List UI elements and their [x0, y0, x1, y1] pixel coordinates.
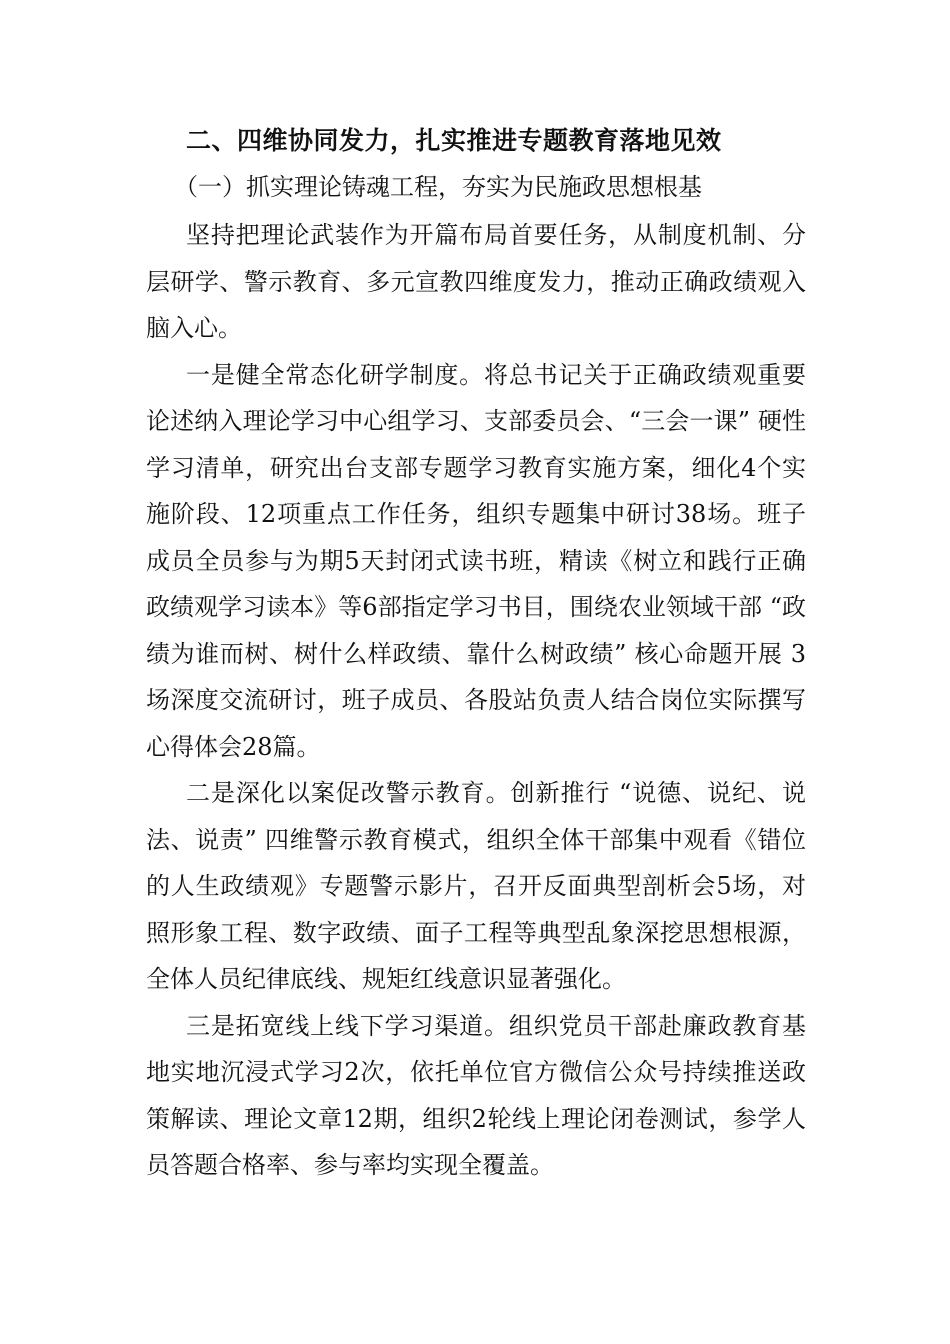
- study-system-paragraph: 一是健全常态化研学制度。将总书记关于正确政绩观重要论述纳入理论学习中心组学习、支部委员会、“三会一课” 硬性学习清单，研究出台支部专题学习教育实施方案，细化4个实施阶段、12项重点工作任务，组织专题集中研讨38场。班子成员全员参与为期5天封闭式读书班，精读《树立和践行正确政绩观学习读本》等6部指定学习书目，围绕农业领域干部 “政绩为谁而树、树什么样政绩、靠什么树政绩” 核心命题开展 3场深度交流研讨，班子成员、各股站负责人结合岗位实际撰写心得体会28篇。: [146, 360, 806, 761]
- subsection-heading: （一）抓实理论铸魂工程，夯实为民施政思想根基: [174, 173, 702, 201]
- learning-channels-paragraph: 三是拓宽线上线下学习渠道。组织党员干部赴廉政教育基地实地沉浸式学习2次，依托单位官方微信公众号持续推送政策解读、理论文章12期，组织2轮线上理论闭卷测试，参学人员答题合格率、参与率均实现全覆盖。: [146, 1011, 806, 1179]
- section-heading: 二、四维协同发力，扎实推进专题教育落地见效: [186, 126, 722, 155]
- document-body: [146, 118, 806, 1189]
- warning-education-paragraph: 二是深化以案促改警示教育。创新推行 “说德、说纪、说法、说责” 四维警示教育模式，组织全体干部集中观看《错位的人生政绩观》专题警示影片，召开反面典型剖析会5场，对照形象工程、数字政绩、面子工程等典型乱象深挖思想根源，全体人员纪律底线、规矩红线意识显著强化。: [146, 779, 806, 993]
- intro-paragraph: 坚持把理论武装作为开篇布局首要任务，从制度机制、分层研学、警示教育、多元宣教四维度发力，推动正确政绩观入脑入心。: [146, 221, 806, 342]
